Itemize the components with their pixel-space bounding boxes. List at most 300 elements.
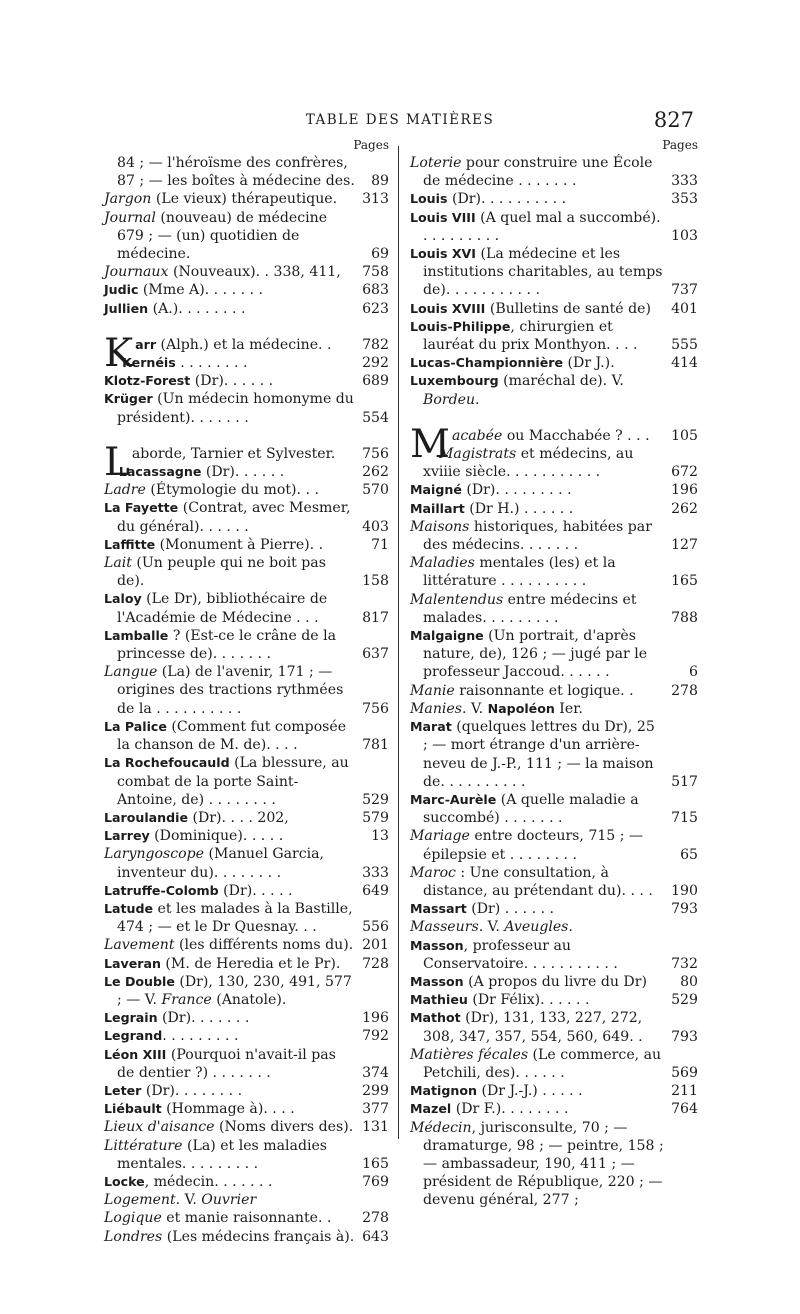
entry-term-italic: Littérature (104, 1137, 183, 1154)
entry-text (104, 936, 389, 954)
entry-term-italic: Lait (104, 555, 132, 572)
entry-text (410, 1119, 698, 1210)
entry-description: (M. de Heredia et le Pr). (160, 955, 341, 972)
entry-text (104, 663, 389, 718)
entry-text (104, 1137, 389, 1173)
entry-name-bold: Louis (410, 191, 448, 207)
entry-page-number: 554 (362, 409, 389, 426)
entry-description: (Dr). . . . 202, (188, 809, 289, 826)
entry-text (410, 354, 698, 372)
entry-description: et manie raisonnante. . (161, 1210, 332, 1227)
entry-page-number: 793 (671, 901, 698, 918)
entry-page-number: 529 (671, 992, 698, 1009)
entry-text (104, 955, 389, 973)
index-entry (104, 463, 389, 481)
entry-name-bold: Luxembourg (410, 373, 499, 389)
entry-term-italic: Laryngoscope (104, 846, 205, 863)
entry-description: (Mme A). . . . . . . (138, 282, 263, 299)
entry-description: , chirurgien et lauréat du prix Monthyon. . . . (423, 318, 638, 354)
entry-page-number: 262 (671, 500, 698, 517)
entry-text (410, 209, 698, 245)
entry-name-bold: Maigné (410, 482, 462, 498)
index-entry (104, 1137, 389, 1173)
entry-name-bold: Louis-Philippe (410, 318, 511, 334)
entry-text (104, 973, 389, 1009)
entry-name-bold: Léon XIII (104, 1046, 167, 1062)
index-entry (410, 481, 698, 499)
entry-page-number: 414 (671, 355, 698, 372)
entry-name-bold: Klotz-Forest (104, 373, 191, 389)
entry-page-number: 728 (362, 955, 389, 972)
index-entry (410, 991, 698, 1009)
index-entry (410, 827, 698, 863)
entry-text (104, 481, 389, 499)
entry-page-number: 103 (671, 227, 698, 244)
entry-text (410, 245, 698, 300)
entry-text (104, 900, 389, 936)
entry-page-number: 71 (371, 536, 389, 553)
entry-page-number: 196 (671, 482, 698, 499)
page-number: 827 (653, 108, 694, 132)
entry-description: . . . . . . . . . (162, 1028, 239, 1045)
entry-name-bold: Larrey (104, 828, 150, 844)
entry-page-number: 764 (671, 1101, 698, 1118)
entry-page-number: 196 (362, 1010, 389, 1027)
entry-page-number: 782 (362, 336, 389, 353)
index-entry (104, 372, 389, 390)
entry-description: (Dr J.-J.) . . . . . (476, 1083, 583, 1100)
entry-name-bold: Judic (104, 282, 139, 298)
entry-description: (Dr). . . . . . . . . (461, 482, 572, 499)
entry-text (410, 300, 698, 318)
entry-term-italic: Médecin (410, 1119, 472, 1136)
entry-description: ? (Est-ce le crâne de la princesse de). . . . . . . (117, 627, 337, 663)
entry-text (410, 791, 698, 827)
entry-page-number: 401 (671, 300, 698, 317)
entry-text (104, 1228, 389, 1246)
entry-description: aborde, Tarnier et Sylvester. (131, 445, 336, 462)
entry-page-number: 127 (671, 537, 698, 554)
entry-text (410, 518, 698, 554)
entry-description: (Dominique). . . . . (149, 828, 284, 845)
entry-description: (Dr). . . . . . . . (141, 1082, 243, 1099)
index-entry (410, 864, 698, 900)
index-entry (410, 245, 698, 300)
entry-description: , jurisconsulte, 70 ; — dramaturge, 98 ; — peintre, 158 ; — ambassadeur, 190, 411 ; — président de République, 220 ; — devenu général, 277 ; (423, 1119, 664, 1209)
entry-page-number: 732 (671, 955, 698, 972)
entry-term-italic: Magistrats (438, 446, 517, 463)
entry-text (410, 682, 698, 700)
entry-description: (Un portrait, d'après nature, de), 126 ; — jugé par le professeur Jaccoud. . . . . . (423, 628, 648, 681)
page-header (0, 108, 800, 138)
entry-name-bold: Liébault (104, 1101, 162, 1117)
entry-page-number: 792 (362, 1028, 389, 1045)
index-entry (410, 682, 698, 700)
entry-name-bold: Laloy (104, 591, 142, 607)
entry-description: (Monument à Pierre). . (155, 536, 324, 553)
entry-name-bold: Lucas-Championnière (410, 355, 564, 371)
entry-term-italic: Manie (410, 682, 455, 699)
entry-description: : Une consultation, à distance, au prétendant du). . . . (423, 864, 653, 899)
index-entry (104, 1046, 389, 1082)
entry-term-italic: Ouvrier (201, 1192, 257, 1209)
index-entry (410, 937, 698, 973)
entry-name-bold: Latude (104, 900, 154, 916)
entry-page-number: 13 (371, 828, 389, 845)
entry-description: (La blessure, au combat de la porte Saint-Antoine, de) . . . . . . . . (117, 755, 349, 808)
entry-page-number: 817 (362, 609, 389, 626)
entry-page-number: 105 (671, 427, 698, 444)
entry-description: . V. (462, 700, 488, 717)
entry-description: (Le Dr), bibliothécaire de l'Académie de Médecine . . . (117, 591, 328, 626)
entry-page-number: 333 (362, 864, 389, 881)
index-entry (410, 1119, 698, 1210)
entry-text (410, 481, 698, 499)
entry-name-bold: Matignon (410, 1083, 477, 1099)
entry-page-number: 201 (362, 937, 389, 954)
entry-description: Ier. (554, 700, 583, 717)
entry-description: et médecins, au xviiie siècle. . . . . . . . . . . (423, 446, 634, 481)
right-entry-list (410, 154, 698, 1210)
entry-description: (Dr). . . . . . (190, 373, 274, 390)
entry-text (410, 591, 698, 627)
index-entry (410, 627, 698, 682)
entry-term-italic: Lieux d'aisance (104, 1119, 215, 1136)
entry-description: (Hommage à). . . . (161, 1101, 295, 1118)
entry-text (410, 554, 698, 590)
entry-text (410, 318, 698, 354)
entry-page-number: 69 (371, 246, 389, 263)
entry-page-number: 517 (671, 773, 698, 790)
entry-name-bold: Laroulandie (104, 809, 189, 825)
entry-description: . (475, 391, 480, 408)
index-entry (410, 154, 698, 190)
entry-description: , professeur au Conservatoire. . . . . . . . . . . (423, 937, 618, 972)
index-entry (104, 209, 389, 264)
entry-term-italic: France (161, 991, 212, 1008)
entry-text (104, 499, 389, 535)
entry-page-number: 278 (362, 1210, 389, 1227)
drop-cap-letter: K (104, 330, 134, 376)
entry-text (104, 1009, 389, 1027)
entry-description: (Dr) . . . . . . (466, 901, 555, 918)
entry-name-bold: Malgaigne (410, 628, 484, 644)
entry-term-italic: Journaux (104, 264, 169, 281)
entry-term-italic: Maroc (410, 864, 456, 881)
index-entry (410, 1082, 698, 1100)
entry-page-number: 756 (362, 700, 389, 717)
entry-description: entre docteurs, 715 ; — épilepsie et . . . . . . . . (423, 828, 644, 863)
index-entry (104, 663, 389, 718)
entry-text (410, 627, 698, 682)
entry-description: historiques, habitées par des médecins. . . . . . . (423, 518, 652, 554)
entry-description: (La) et les maladies mentales. . . . . . . . . (117, 1137, 328, 1172)
entry-description: (Dr). . . . . . . . . . (447, 191, 567, 208)
entry-term-italic: Londres (104, 1228, 163, 1245)
entry-page-number: 403 (362, 518, 389, 535)
index-entry (104, 718, 389, 754)
entry-description: (A quel mal a succombé). . . . . . . . . . (423, 209, 661, 244)
entry-description: 84 ; — l'héroïsme des confrères, (117, 155, 348, 171)
entry-term-italic: Lavement (104, 937, 175, 954)
entry-page-number: 756 (362, 445, 389, 462)
entry-text (104, 354, 389, 372)
entry-name-bold: Lacassagne (118, 464, 202, 480)
entry-name-bold: Maillart (410, 500, 465, 516)
entry-page-number: 165 (362, 1155, 389, 1172)
entry-term-italic: Masseurs (410, 919, 479, 936)
entry-text (410, 372, 698, 408)
entry-description: , médecin. . . . . . . (144, 1173, 273, 1190)
index-entry (410, 354, 698, 372)
entry-text (410, 700, 698, 718)
entry-page-number: 299 (362, 1082, 389, 1099)
entry-page-number: 353 (671, 191, 698, 208)
entry-name-bold: Marc-Aurèle (410, 791, 497, 807)
entry-term-italic: Jargon (104, 191, 152, 208)
entry-page-number: 788 (671, 609, 698, 626)
entry-page-number: 65 (680, 846, 698, 863)
entry-name-bold: Masson (410, 937, 464, 953)
entry-name-bold: Louis XVIII (410, 300, 486, 316)
entry-page-number: 637 (362, 646, 389, 663)
entry-page-number: 569 (671, 1064, 698, 1081)
entry-text (104, 590, 389, 626)
entry-name-bold: Laveran (104, 955, 161, 971)
entry-text (104, 154, 389, 172)
entry-page-number: 737 (671, 282, 698, 299)
index-entry (410, 300, 698, 318)
entry-text (104, 809, 389, 827)
entry-description: (Contrat, avec Mesmer, du général). . . . . . (117, 500, 351, 535)
entry-text (410, 500, 698, 518)
section-gap (104, 318, 389, 336)
entry-text (104, 1118, 389, 1136)
entry-description: . V. (175, 1192, 202, 1209)
entry-page-number: 158 (362, 573, 389, 590)
entry-page-number: 313 (362, 191, 389, 208)
entry-description: (Dr). . . . . . (201, 464, 285, 481)
entry-term-italic: Bordeu (423, 391, 476, 408)
entry-name-bold: Jullien (104, 300, 149, 316)
left-entry-list (104, 154, 389, 1246)
drop-cap-letter: M (410, 421, 450, 467)
index-entry (410, 1046, 698, 1082)
entry-description: (Un médecin homonyme du président). . . . . . . (117, 391, 354, 426)
entry-description: . (568, 919, 573, 936)
entry-description: (A.). . . . . . . . (148, 300, 246, 317)
entry-description: (Nouveaux). . 338, 411, (168, 264, 341, 281)
entry-page-number: 211 (671, 1083, 698, 1100)
entry-description: (Le commerce, au Petchili, des). . . . . . (423, 1046, 662, 1081)
entry-description: (Le vieux) thérapeutique. (151, 191, 338, 208)
index-entry (410, 791, 698, 827)
entry-description: (Dr), 130, 230, 491, 577 ; — V. (117, 973, 352, 1008)
entry-text (104, 1191, 389, 1209)
entry-page-number: 190 (671, 882, 698, 899)
running-title: TABLE DES MATIÈRES (305, 112, 495, 128)
entry-description: (A propos du livre du Dr) (463, 973, 647, 990)
index-entry (104, 809, 389, 827)
index-entry (104, 1118, 389, 1136)
entry-page-number: 570 (362, 482, 389, 499)
entry-text (410, 991, 698, 1009)
index-entry (410, 500, 698, 518)
index-entry (104, 190, 389, 208)
entry-description: (Dr), 131, 133, 227, 272, 308, 347, 357, 554, 560, 649. . (423, 1010, 643, 1045)
entry-text (104, 1173, 389, 1191)
index-entry (410, 318, 698, 354)
index-entry (104, 1027, 389, 1045)
entry-description: . V. (478, 919, 505, 936)
entry-name-bold: La Rochefoucauld (104, 755, 230, 771)
entry-description: (nouveau) de médecine 679 ; — (un) quotidien de médecine. (117, 209, 328, 263)
index-entry (104, 263, 389, 281)
entry-term-italic: Logement (104, 1192, 176, 1209)
entry-description: entre médecins et malades. . . . . . . . . (423, 591, 637, 626)
entry-page-number: 262 (362, 464, 389, 481)
index-entry (410, 518, 698, 554)
entry-page-number: 683 (362, 282, 389, 299)
index-entry (410, 1009, 698, 1045)
section-gap (410, 409, 698, 427)
entry-text (104, 554, 389, 590)
index-entry (410, 700, 698, 718)
index-entry (104, 1082, 389, 1100)
index-entry (104, 536, 389, 554)
index-entry (104, 554, 389, 590)
entry-term-italic: Maladies (410, 555, 475, 572)
entry-text (104, 827, 389, 845)
entry-text (104, 845, 389, 881)
entry-description: pour construire une École de médecine . . . . . . . (423, 155, 653, 190)
entry-name-bold: Mazel (410, 1101, 452, 1117)
index-entry (104, 973, 389, 1009)
index-entry (104, 754, 389, 809)
entry-text (104, 209, 389, 264)
entry-text (410, 973, 698, 991)
entry-text (104, 1046, 389, 1082)
entry-text (104, 190, 389, 208)
entry-text (104, 463, 389, 481)
entry-page-number: 623 (362, 300, 389, 317)
pages-label: Pages (662, 138, 698, 152)
left-column (104, 136, 389, 1246)
entry-description: (Noms divers des). (214, 1119, 354, 1136)
index-entry (104, 882, 389, 900)
entry-description: (Un peuple qui ne boit pas de). (117, 555, 326, 590)
entry-page-number: 758 (362, 264, 389, 281)
entry-text (104, 300, 389, 318)
entry-name-bold: Louis VIII (410, 209, 476, 225)
entry-text (410, 718, 698, 791)
entry-name-bold: Mathieu (410, 992, 468, 1008)
index-entry (104, 281, 389, 299)
entry-text (410, 864, 698, 900)
entry-text (410, 1100, 698, 1118)
entry-description: (Comment fut composée la chanson de M. de). . . . (117, 718, 347, 754)
entry-page-number: 689 (362, 373, 389, 390)
entry-name-bold: Latruffe-Colomb (104, 882, 219, 898)
entry-description: (Étymologie du mot). . . (145, 482, 319, 499)
entry-description: (Bulletins de santé de) (485, 300, 651, 317)
entry-page-number: 333 (671, 173, 698, 190)
entry-description: (Dr H.) . . . . . . (464, 500, 574, 517)
right-column (410, 136, 698, 1210)
index-entry (410, 445, 698, 481)
entry-text (104, 536, 389, 554)
entry-name-bold: Napoléon (487, 700, 555, 716)
column-divider (398, 146, 399, 1139)
entry-text (410, 827, 698, 863)
entry-term-italic: Logique (104, 1210, 162, 1227)
index-entry (104, 627, 389, 663)
entry-name-bold: Laffitte (104, 536, 156, 552)
entry-page-number: 377 (362, 1101, 389, 1118)
entry-page-number: 529 (362, 791, 389, 808)
entry-name-bold: La Fayette (104, 500, 179, 516)
entry-page-number: 374 (362, 1064, 389, 1081)
drop-cap-letter: L (104, 439, 130, 485)
entry-term-italic: Loterie (410, 155, 462, 171)
index-entry (104, 1191, 389, 1209)
entry-description: (les différents noms du). (174, 937, 354, 954)
entry-description: (Anatole). (211, 991, 287, 1008)
entry-description: (Pourquoi n'avait-il pas de dentier ?) . . . . . . . (117, 1046, 336, 1081)
index-entry (104, 154, 389, 172)
entry-name-bold: La Palice (104, 718, 167, 734)
index-entry (410, 372, 698, 408)
entry-page-number: 781 (362, 737, 389, 754)
entry-description: (A quelle maladie a succombé) . . . . . . . (423, 791, 639, 827)
index-entry (104, 1228, 389, 1246)
entry-text (104, 281, 389, 299)
index-entry (410, 554, 698, 590)
entry-description: (Manuel Garcia, inventeur du). . . . . . . . (117, 846, 325, 881)
entry-description: (Dr Félix). . . . . . (467, 992, 590, 1009)
index-entry (104, 1100, 389, 1118)
entry-page-number: 131 (362, 1119, 389, 1136)
entry-description: (Alph.) et la médecine. . (156, 336, 332, 353)
entry-name-bold: Mathot (410, 1010, 461, 1026)
entry-page-number: 556 (362, 919, 389, 936)
index-entry (410, 973, 698, 991)
entry-term-italic: Malentendus (410, 591, 504, 608)
index-entry (410, 209, 698, 245)
entry-text (410, 1009, 698, 1045)
section-gap (104, 427, 389, 445)
entry-name-bold: Marat (410, 719, 452, 735)
index-entry (104, 827, 389, 845)
entry-name-bold: Lamballe (104, 627, 169, 643)
entry-description: raisonnante et logique. . (454, 682, 634, 699)
entry-name-bold: Leter (104, 1082, 142, 1098)
index-entry (410, 1100, 698, 1118)
entry-description: 87 ; — les boîtes à médecine des. (117, 173, 355, 190)
entry-page-number: 165 (671, 573, 698, 590)
entry-description: . . . . . . . . (175, 355, 248, 372)
entry-text (104, 1209, 389, 1227)
index-entry (104, 845, 389, 881)
index-entry (104, 390, 389, 426)
entry-text (104, 754, 389, 809)
entry-text (410, 445, 698, 481)
entry-page-number: 672 (671, 464, 698, 481)
entry-name-bold: Louis XVI (410, 246, 476, 262)
entry-text (104, 1027, 389, 1045)
entry-name-bold: Krüger (104, 391, 153, 407)
entry-name-bold: Masson (410, 973, 464, 989)
